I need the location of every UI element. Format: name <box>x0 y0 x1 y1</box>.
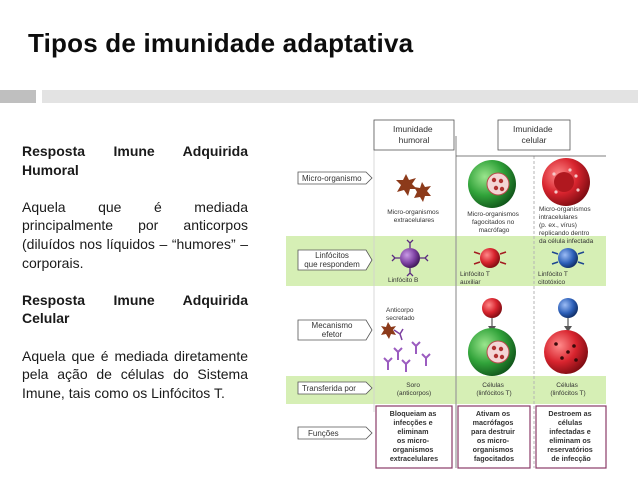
svg-text:Linfócitosque respondem: Linfócitos que respondem <box>304 251 360 269</box>
caption-helper-t: Linfócito T auxiliar <box>460 271 490 286</box>
immunity-figure <box>286 112 622 480</box>
text-column <box>22 142 248 402</box>
caption-cytotoxic-t: Linfócito T citotóxico <box>538 271 568 286</box>
transfer-celular-macrophage: Células (linfócitos T) <box>476 382 512 397</box>
svg-text:Micro-organismo: Micro-organismo <box>302 174 362 183</box>
celular-description: Aquela que é mediada diretamente pela ação de células do Sistema Imune, tais como os Linfócitos T. <box>22 347 248 401</box>
humoral-heading: Resposta Imune Adquirida Humoral <box>22 143 248 178</box>
svg-text:Mecanismoefetor: Mecanismo efetor <box>311 321 353 339</box>
function-humoral: Bloqueiam as infecções e eliminam os micro- organismos extracelulares <box>389 409 439 463</box>
caption-intracellular: Micro-organismos intracelulares (p. ex., vírus) replicando dentro da célula infectada <box>539 206 594 245</box>
row-label-functions <box>298 427 372 439</box>
caption-antibody: Anticorpo secretado <box>386 307 415 322</box>
function-macrophage: Ativam os macrófagos para destruir os micro- organismos fagocitados <box>471 409 515 463</box>
header-humoral: Imunidade humoral <box>392 124 433 145</box>
title-underline-left <box>0 90 36 103</box>
transfer-humoral: Soro (anticorpos) <box>396 382 432 397</box>
humoral-description: Aquela que é mediada principalmente por anticorpos (diluídos nos líquidos – “humores” – corporais. <box>22 198 248 271</box>
caption-b-lymphocyte: Linfócito B <box>388 277 419 284</box>
row-label-effector <box>298 320 372 340</box>
header-celular: Imunidade celular <box>512 124 553 145</box>
infected-cell-icon <box>542 158 590 206</box>
function-cytotoxic: Destroem as células infectadas e eliminam os reservatórios de infecção <box>547 409 593 463</box>
title-underline-right <box>42 90 638 103</box>
celular-heading: Resposta Imune Adquirida Celular <box>22 291 248 327</box>
row-label-transfer <box>298 382 372 394</box>
svg-text:Transferida por: Transferida por <box>302 384 356 393</box>
slide-title: Tipos de imunidade adaptativa <box>28 28 414 58</box>
caption-extracellular: Micro-organismos extracelulares <box>387 209 439 224</box>
row-label-micro <box>298 172 372 184</box>
transfer-celular-cytotoxic: Células (linfócitos T) <box>550 382 586 397</box>
caption-phagocytosed: Micro-organismos fagocitados no macrófago <box>467 211 519 234</box>
svg-text:Funções: Funções <box>308 429 339 438</box>
row-label-lymphocytes <box>298 250 372 270</box>
infected-macrophage-icon <box>468 160 516 208</box>
